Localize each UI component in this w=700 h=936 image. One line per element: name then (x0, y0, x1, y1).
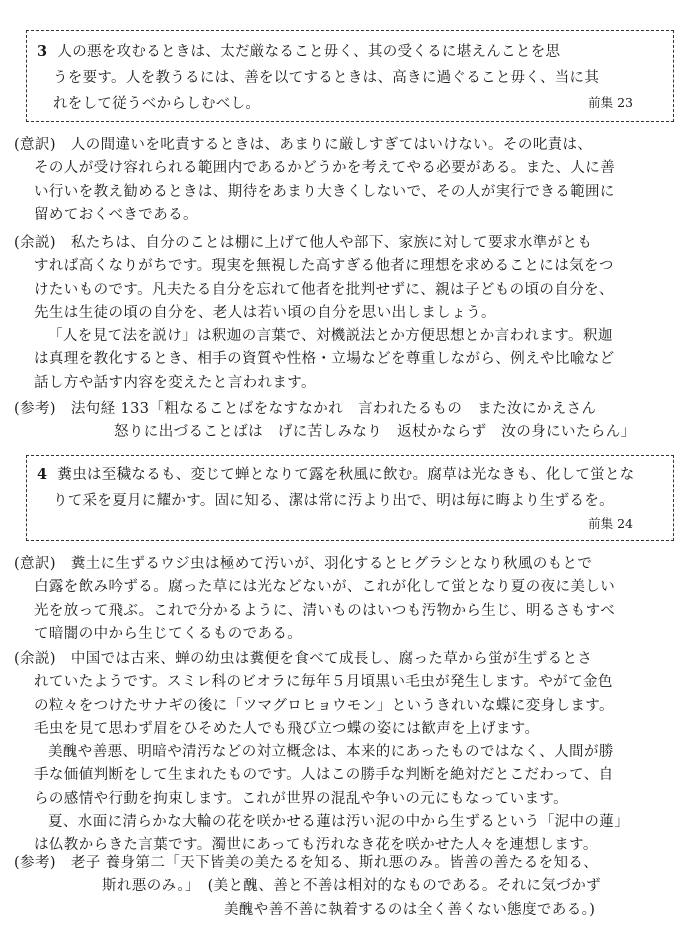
quote-4-text: 4 糞虫は至穢なるも、変じて蝉となりて露を秋風に飲む。腐草は光なきも、化して蛍とな りて采を夏月に耀かす。固に知る、潔は常に汚より出で、明は毎に晦より生ずるを。 (37, 466, 635, 509)
quote-box-4 (26, 455, 674, 541)
quote-4-number: 4 (37, 466, 48, 483)
commentary-3: (余説) 私たちは、自分のことは棚に上げて他人や部下、家族に対して要求水準がとも すれば高くなりがちです。現実を無視した高すぎる他者に理想を求めることには気をつ けたいものです。凡夫たる自分を忘れて他者を批判せずに、親は子どもの頃の自分を、 先生は生徒の頃の自分を、老人は若い頃の自分を思い出しましょう。 「人を見て法を説け」は釈迦の言葉で、対機説法とか方便思想とか言われます。釈迦 は真理を教化するとき、相手の資質や性格・立場などを尊重しながら、例えや比喩など 話し方や話す内容を変えたと言われます。 (14, 235, 615, 391)
translation-label: (意訳) (14, 137, 56, 153)
reference-label: (参考) (14, 401, 56, 417)
reference-4: (参考) 老子 養身第二「天下皆美の美たるを知る、斯れ悪のみ。皆善の善たるを知る、 斯れ悪のみ。」 (美と醜、善と不善は相対的なものである。それに気づかず 美醜や善不善に執着するのは全く善くない態度である。) (14, 855, 602, 918)
commentary-label: (余説) (14, 235, 56, 251)
commentary-4: (余説) 中国では古来、蝉の幼虫は糞便を食べて成長し、腐った草から蛍が生ずるとさ れていたようです。スミレ科のビオラに毎年５月頃黒い毛虫が発生します。やがて金色 の粒々をつけたサナギの後に「ツマグロヒョウモン」というきれいな蝶に変身します。 毛虫を見て思わず眉をひそめた人でも飛び立つ蝶の姿には歓声を上げます。 美醜や善悪、明暗や清汚などの対立概念は、本来的にあったものではなく、人間が勝 手な価値判断をして生まれたものです。人はこの勝手な判断を絶対だとこだわって、自 らの感情や行動を拘束します。これが世界の混乱や争いの元にもなっています。 夏、水面に清らかな大輪の花を咲かせる蓮は汚い泥の中から生ずるという「泥中の蓮」 は仏教からきた言葉です。濁世にあっても汚れなき花を咲かせた人々を連想します。 (14, 651, 630, 854)
translation-4: (意訳) 糞土に生ずるウジ虫は極めて汚いが、羽化するとヒグラシとなり秋風のもとで 白露を飲み吟ずる。腐った草には光などないが、これが化して蛍となり夏の夜に美しい 光を放って飛ぶ。これで分かるように、清いものはいつも汚物から生じ、明るさもすべ て暗闇の中から生じてくるものである。 (14, 556, 616, 642)
translation-3: (意訳) 人の間違いを叱責するときは、あまりに厳しすぎてはいけない。その叱責は、 その人が受け容れられる範囲内であるかどうかを考えてやる必要がある。また、人に善 い行いを教え勧めるときは、期待をあまり大きくしないで、その人が実行できる範囲に 留めておくべきである。 (14, 137, 616, 223)
reference-3: (参考) 法句経 133「粗なることばをなすなかれ 言われたるもの また汝にかえさん 怒りに出づることばは げに苦しみなり 返杖かならず 汝の身にいたらん」 (14, 401, 636, 441)
quote-3-source: 前集 23 (588, 95, 633, 110)
quote-4-source: 前集 24 (588, 516, 633, 531)
quote-3-text: 3 人の悪を攻むるときは、太だ厳なること毋く、其の受くるに堪えんことを思 うを要す。人を教うるには、善を以てするときは、高きに過ぐること毋く、当に其 れをして従うべからしむべし。 (37, 43, 600, 112)
quote-3-number: 3 (37, 43, 48, 60)
quote-box-3 (26, 30, 674, 122)
